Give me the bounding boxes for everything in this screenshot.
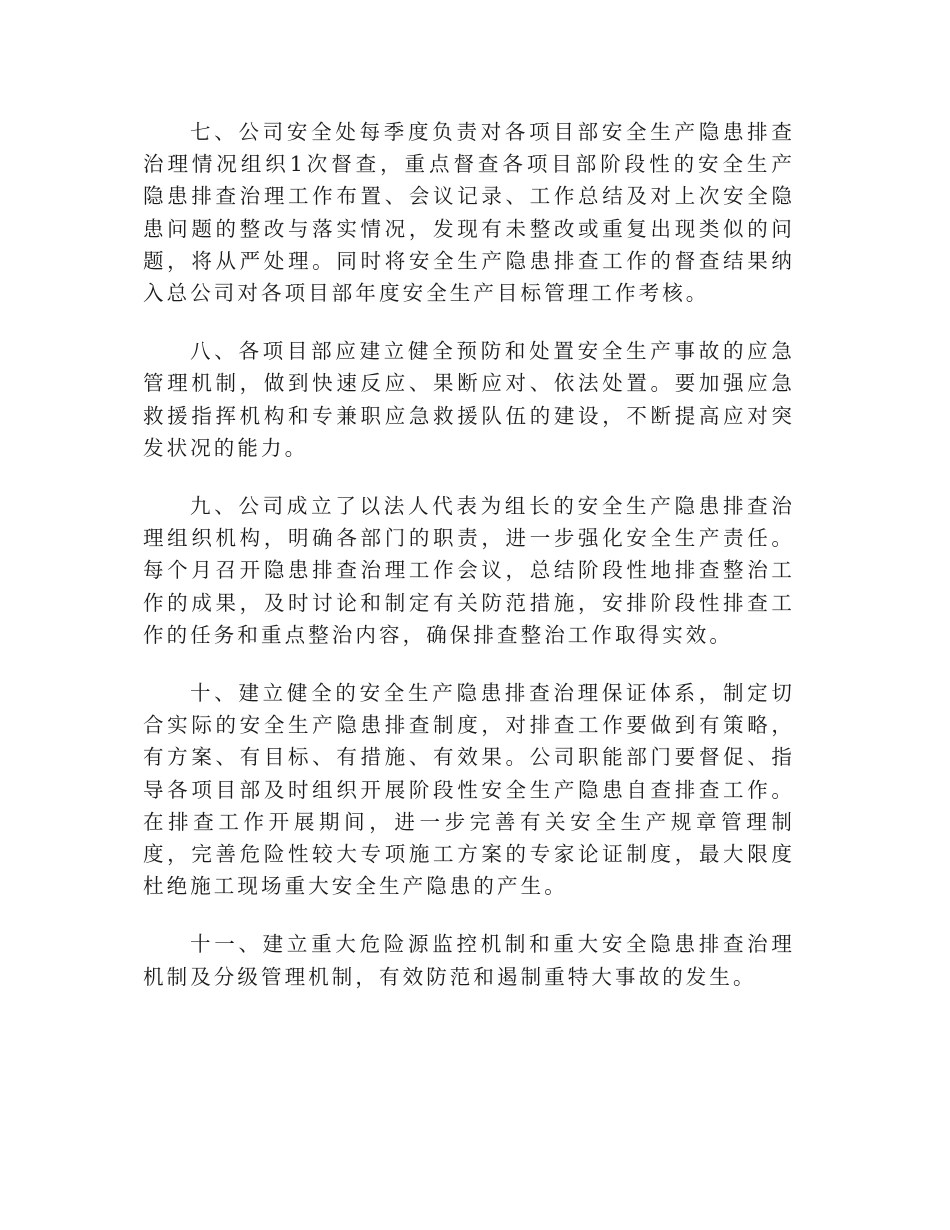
paragraph-item-11: 十一、建立重大危险源监控机制和重大安全隐患排查治理机制及分级管理机制，有效防范和遏制重特大事故的发生。 xyxy=(143,932,795,989)
paragraph-item-9: 九、公司成立了以法人代表为组长的安全生产隐患排查治理组织机构，明确各部门的职责，进一步强化安全生产责任。每个月召开隐患排查治理工作会议，总结阶段性地排查整治工作的成果，及时讨论和制定有关防范措施，安排阶段性排查工作的任务和重点整治内容，确保排查整治工作取得实效。 xyxy=(143,494,795,647)
paragraph-item-7: 七、公司安全处每季度负责对各项目部安全生产隐患排查治理情况组织1次督查，重点督查各项目部阶段性的安全生产隐患排查治理工作布置、会议记录、工作总结及对上次安全隐患问题的整改与落实情况，发现有未整改或重复出现类似的问题，将从严处理。同时将安全生产隐患排查工作的督查结果纳入总公司对各项目部年度安全生产目标管理工作考核。 xyxy=(143,120,795,306)
paragraph-item-8: 八、各项目部应建立健全预防和处置安全生产事故的应急管理机制，做到快速反应、果断应对、依法处置。要加强应急救援指挥机构和专兼职应急救援队伍的建设，不断提高应对突发状况的能力。 xyxy=(143,339,795,460)
document-body xyxy=(143,116,795,1019)
paragraph-item-10: 十、建立健全的安全生产隐患排查治理保证体系，制定切合实际的安全生产隐患排查制度，对排查工作要做到有策略，有方案、有目标、有措施、有效果。公司职能部门要督促、指导各项目部及时组织开展阶段性安全生产隐患自查排查工作。在排查工作开展期间，进一步完善有关安全生产规章管理制度，完善危险性较大专项施工方案的专家论证制度，最大限度杜绝施工现场重大安全生产隐患的产生。 xyxy=(143,681,795,899)
